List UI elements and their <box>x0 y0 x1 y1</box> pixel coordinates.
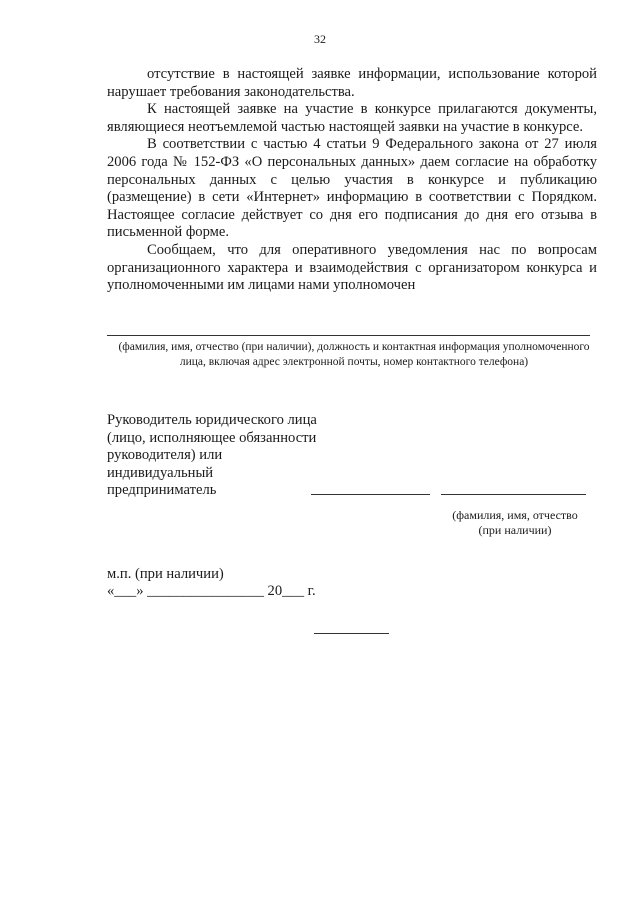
end-divider <box>314 633 389 634</box>
signer-label: Руководитель юридического лица (лицо, исполняющее обязанности руководителя) или индивидуальный предприниматель <box>107 412 317 499</box>
paragraph-consent: В соответствии с частью 4 статьи 9 Федерального закона от 27 июля 2006 года № 152-ФЗ «О персональных данных» даем согласие на обработку персональных данных с целью участия в конкурсе и публикацию (размещение) в сети «Интернет» информацию в соответствии с Порядком. Настоящее согласие действует со дня его подписания до дня его отзыва в письменной форме. <box>107 136 597 241</box>
body-text <box>107 66 597 295</box>
signature-caption: (фамилия, имя, отчество (при наличии) <box>452 508 578 537</box>
paragraph-absence: отсутствие в настоящей заявке информации, использование которой нарушает требования законодательства. <box>107 66 597 100</box>
stamp-label: м.п. (при наличии) <box>107 566 224 582</box>
paragraph-contact: Сообщаем, что для оперативного уведомления нас по вопросам организационного характера и взаимодействия с организатором конкурса и уполномоченными им лицами нами уполномочен <box>107 241 597 294</box>
contact-caption: (фамилия, имя, отчество (при наличии), должность и контактная информация уполномоченного лица, включая адрес электронной почты, номер контактного телефона) <box>118 341 590 368</box>
date-line: «___» ________________ 20___ г. <box>107 583 316 599</box>
signature-blank-line <box>311 494 430 495</box>
contact-blank-line <box>107 335 590 336</box>
name-blank-line <box>441 494 586 495</box>
paragraph-attachments: К настоящей заявке на участие в конкурсе прилагаются документы, являющиеся неотъемлемой частью настоящей заявки на участие в конкурсе. <box>107 101 597 135</box>
page-number: 32 <box>314 32 326 46</box>
